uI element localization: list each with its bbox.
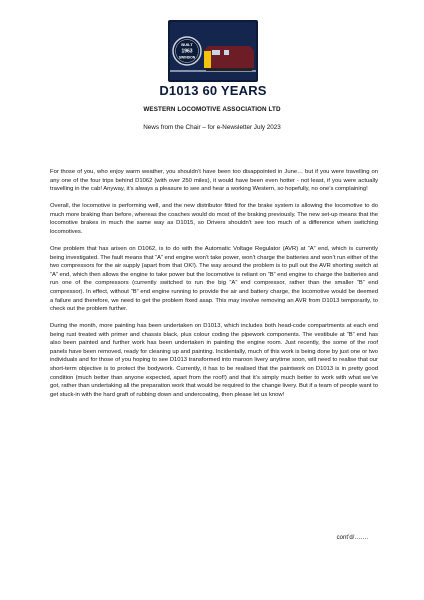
locomotive-body xyxy=(204,46,254,68)
badge-line-year: 1963 xyxy=(181,48,193,55)
d1013-60-years-logo xyxy=(159,20,267,99)
logo-artwork xyxy=(168,20,258,82)
paragraph-avr-problem: One problem that has arisen on D1062, is to do with the Automatic Voltage Regulator (AVR) at “A” end, which is currently being investigated. The fault means that “A” end engine won’t take power, won’t charge the batteries and won’t run either of the two compressors for the air supply (apart from that OK!). The way around the problem is to pull out the AVR shorting switch at “A” end, which then allows the engine to take power but the locomotive is reliant on “B” end engine to charge the batteries and run one of the compressors (currently switched to run the big “A” end compressor, rather than the smaller “B” end compressor). In effect, without “B” end engine running to provide the air and battery charge, the locomotive would be deemed a failure and therefore, we need to get the problem fixed asap. This may involve removing an AVR from D1013 temporarily, to check out the problem further. xyxy=(50,245,378,313)
paragraph-brake-distributor: Overall, the locomotive is performing well, and the new distributor fitted for the brake system is allowing the locomotive to do much more braking than before, whereas the coaches would do most of the braking previously. The new set-up means that the locomotive brakes in much the same way as D1015, so Drivers shouldn’t see too much of a difference when switching locomotives. xyxy=(50,203,378,235)
locomotive-underframe xyxy=(206,68,252,71)
locomotive-illustration xyxy=(204,46,254,71)
badge-line-built: BUILT xyxy=(181,42,193,47)
badge-line-swindon: SWINDON xyxy=(178,55,196,60)
article-body xyxy=(50,168,378,408)
organisation-name: WESTERN LOCOMOTIVE ASSOCIATION LTD xyxy=(143,106,281,113)
newsletter-subtitle: News from the Chair – for e-Newsletter July 2023 xyxy=(143,124,281,131)
locomotive-yellow-panel xyxy=(204,51,211,68)
logo-title: D1013 60 YEARS xyxy=(159,83,267,98)
continued-marker: cont’d/……. xyxy=(336,535,368,541)
paragraph-painting-progress: During the month, more painting has been undertaken on D1013, which includes both head-code compartments at each end being rust treated with primer and chassis black, plus colour coding the pipework components. The vestibule at “B” end has also been painted and further work has been undertaken in painting the engine room. Just recently, the some of the roof panels have been removed, ready for cleaning up and painting. Incidentally, much of this work is being done by just one or two individuals and for those of you hoping to see D1013 transformed into maroon livery anytime soon, will need to realise that our short-term objective is to protect the bodywork. Currently, it has to be realised that the paintwork on D1013 is in pretty good condition (much better than anyone expected, apart from the roof!) and that it’s simply much better to work with what we’ve got, rather than undertaking all the preparation work that would be required to the change livery. But if a team of people want to get stuck-in with the hard graft of rubbing down and undercoating, then please let us know! xyxy=(50,323,378,398)
locomotive-cab-window xyxy=(212,50,220,55)
paragraph-hot-weather-trips: For those of you, who enjoy warm weather, you shouldn’t have been too disappointed in June… but if you were travelling on any one of the four trips behind D1062 (with over 250 miles), it would have been even hotter - not least, if you were actually travelling in the cab! Anyway, it’s always a pleasure to see and hear a working Western, so hopefully, no one’s complaining! xyxy=(50,169,378,193)
locomotive-side-window xyxy=(224,50,229,55)
